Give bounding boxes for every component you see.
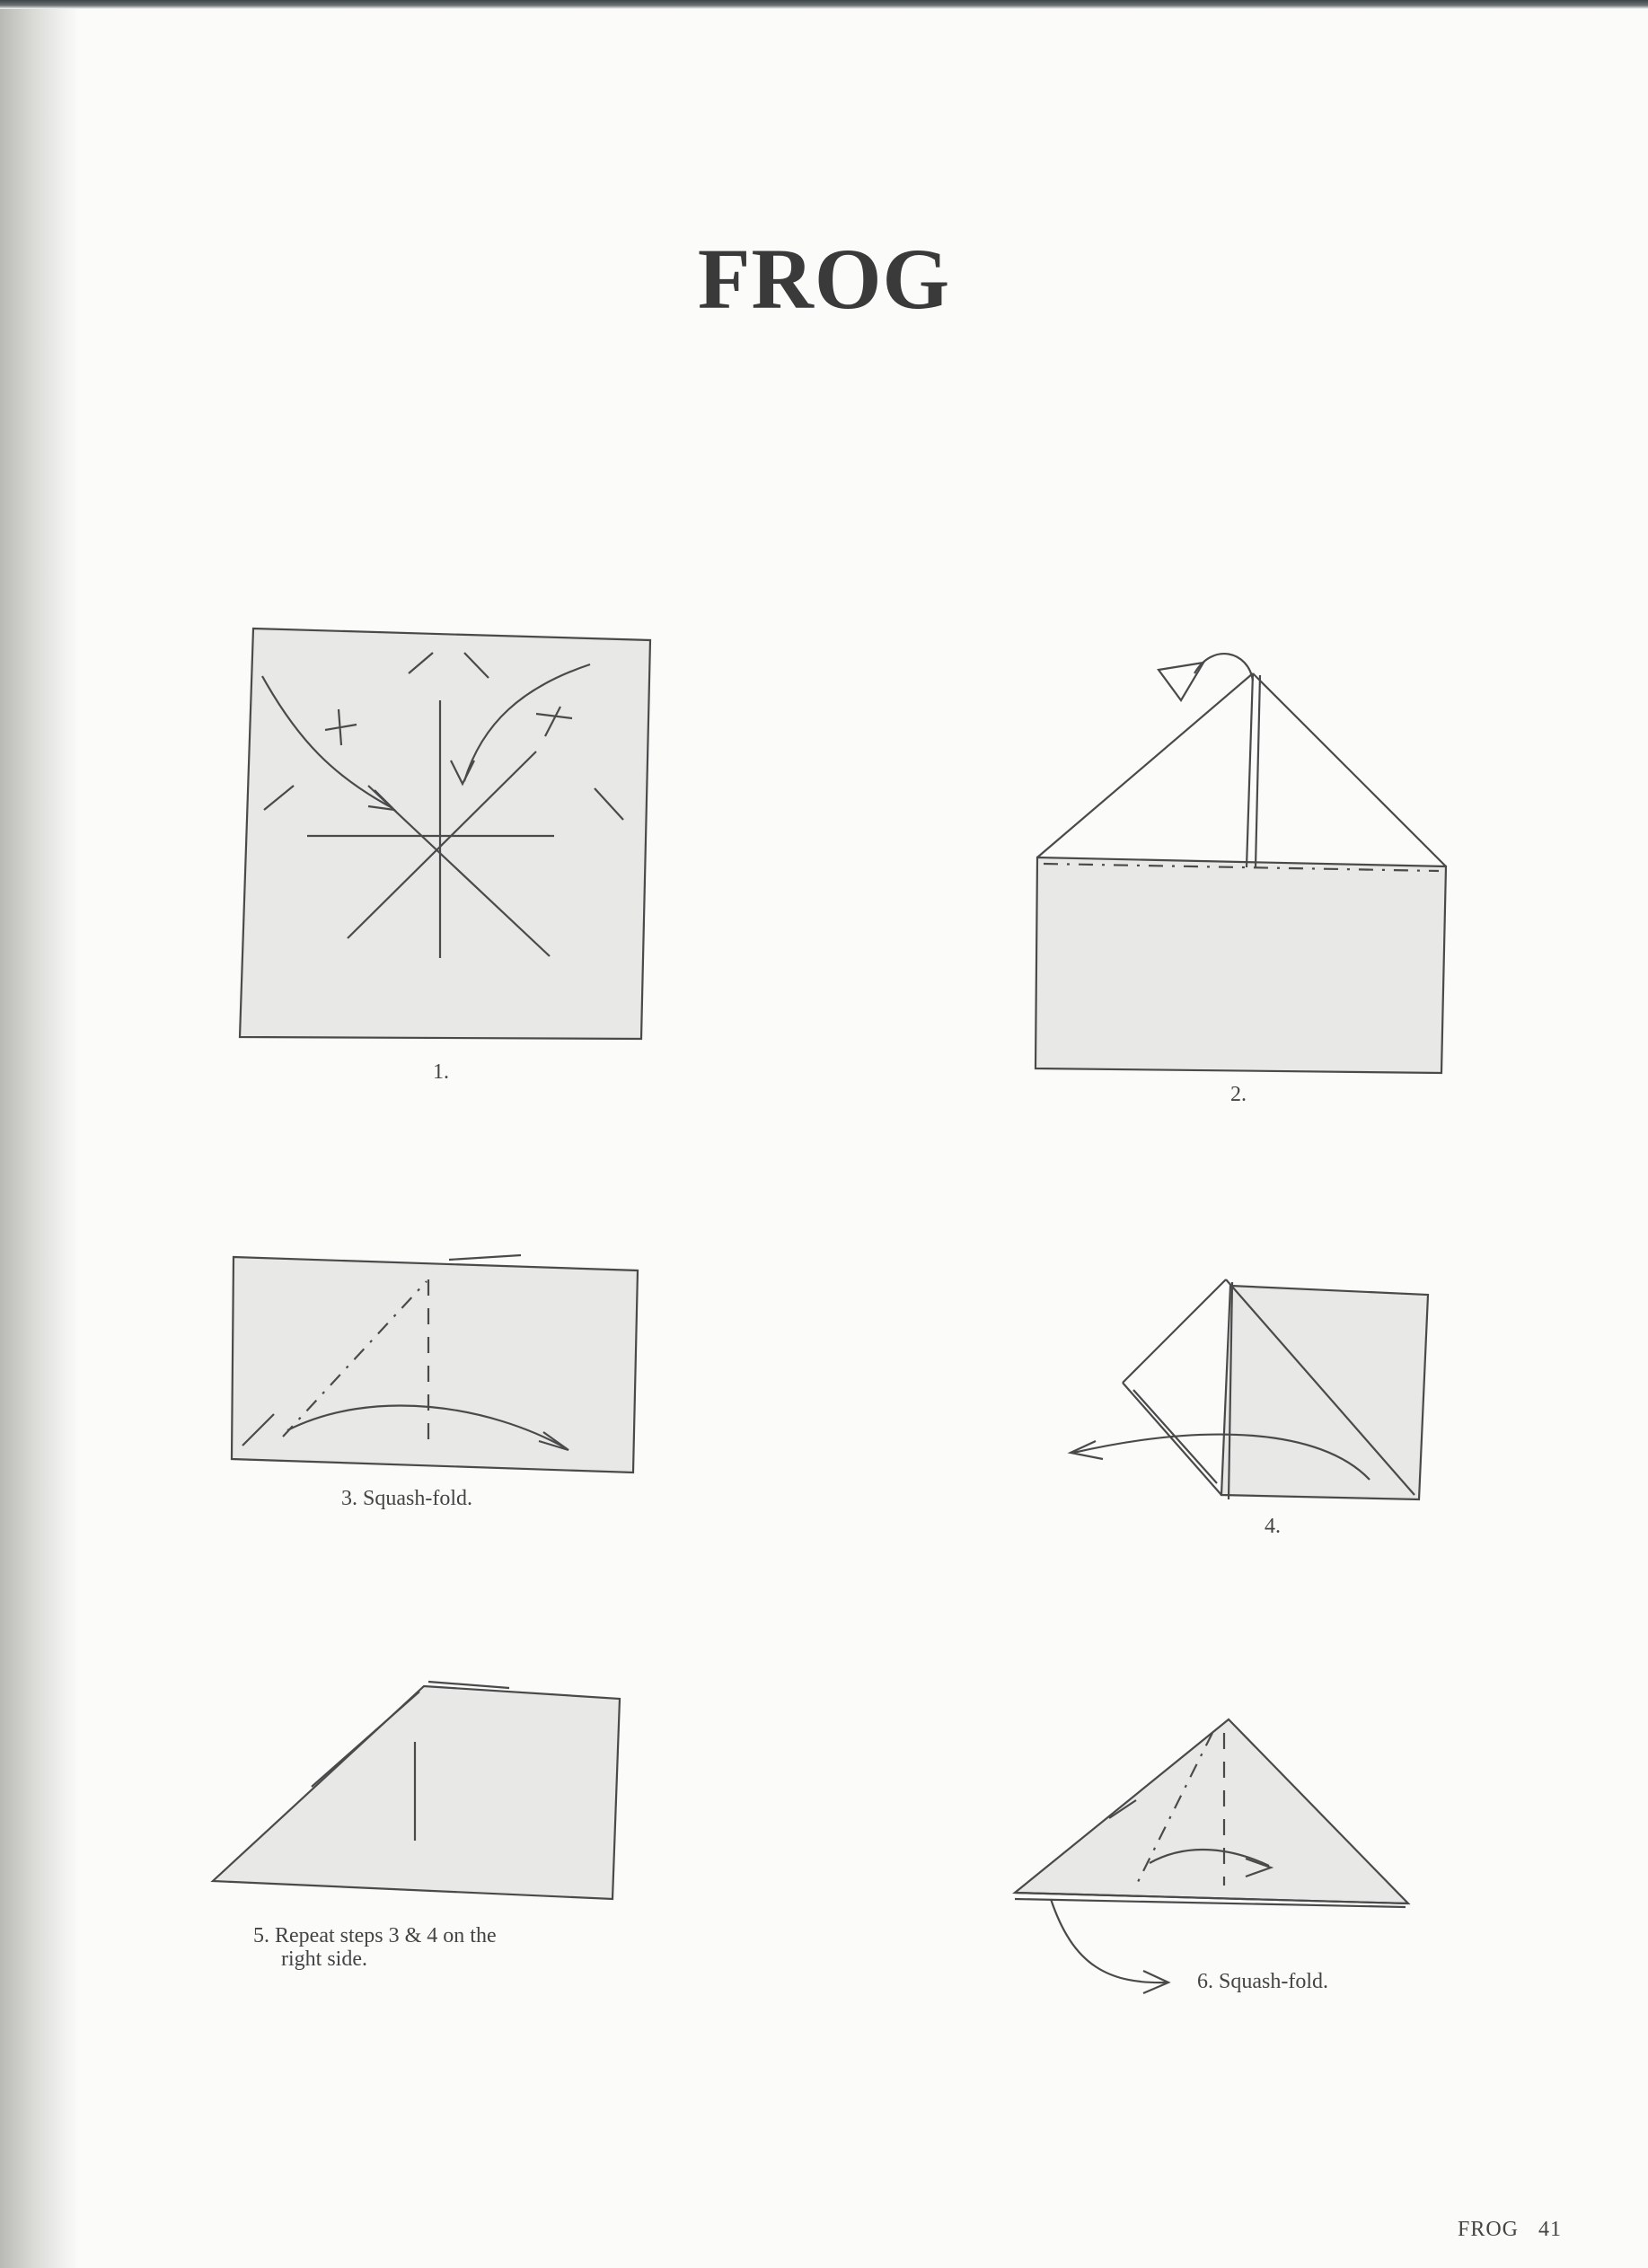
step-4-diagram (1060, 1275, 1437, 1508)
step-5-caption-line2: right side. (281, 1947, 367, 1971)
page-title: FROG (697, 231, 951, 327)
step-4-caption: 4. (1265, 1515, 1281, 1538)
step-1-caption: 1. (433, 1060, 449, 1084)
step-3-diagram (229, 1253, 642, 1477)
step-2-diagram (1033, 646, 1455, 1077)
step-3-caption: 3. Squash-fold. (341, 1487, 472, 1510)
footer-page-number: 41 (1538, 2218, 1562, 2241)
step-2-caption: 2. (1230, 1083, 1247, 1106)
step-1-diagram (235, 624, 662, 1050)
page-top-edge (0, 0, 1648, 9)
step-5-caption-line1: 5. Repeat steps 3 & 4 on the (253, 1924, 497, 1947)
step-6-caption: 6. Squash-fold. (1197, 1970, 1328, 1993)
page-gutter-shadow (0, 0, 79, 2268)
page-footer (1438, 2218, 1562, 2242)
step-6-diagram (1010, 1715, 1423, 2011)
step-5-diagram (208, 1679, 621, 1903)
footer-section: FROG (1457, 2218, 1519, 2241)
